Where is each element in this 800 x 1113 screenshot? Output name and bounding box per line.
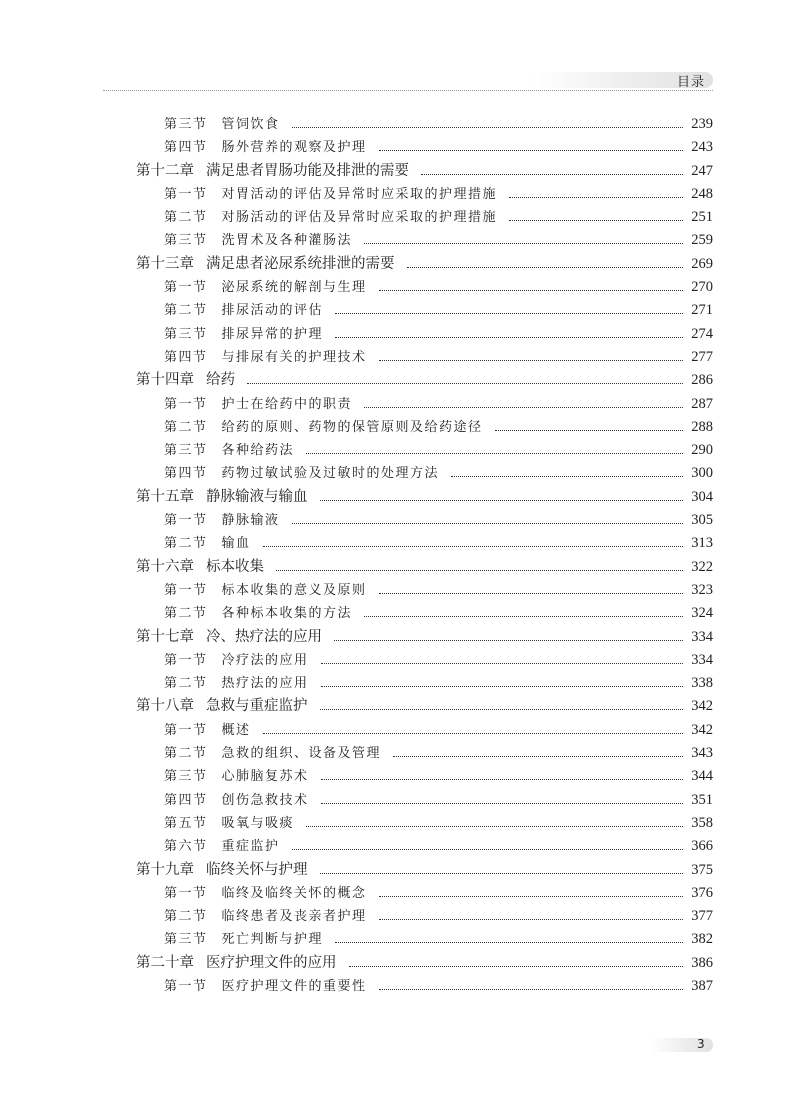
toc-section-entry[interactable] (136, 813, 713, 836)
table-of-contents (136, 114, 713, 999)
toc-section-entry[interactable] (136, 114, 713, 137)
dot-leader (379, 896, 684, 897)
dot-leader (320, 873, 684, 874)
entry-page: 387 (691, 977, 713, 994)
toc-section-entry[interactable] (136, 277, 713, 300)
entry-page: 323 (691, 581, 713, 598)
dot-leader (509, 197, 683, 198)
dot-leader (379, 360, 684, 361)
entry-number: 第二节 (164, 303, 208, 319)
entry-title: 泌尿系统的解剖与生理 (221, 280, 367, 296)
toc-section-entry[interactable] (136, 836, 713, 859)
dot-leader (321, 686, 684, 687)
entry-title: 给药的原则、药物的保管原则及给药途径 (221, 419, 483, 435)
dot-leader (349, 966, 684, 967)
entry-number: 第二节 (164, 746, 208, 762)
entry-title: 静脉输液与输血 (206, 488, 308, 505)
entry-page: 344 (691, 768, 713, 785)
toc-section-entry[interactable] (136, 650, 713, 673)
toc-section-entry[interactable] (136, 976, 713, 999)
dot-leader (364, 243, 683, 244)
entry-page: 271 (691, 302, 713, 319)
entry-number: 第二十章 (136, 954, 194, 971)
toc-chapter-entry[interactable] (136, 370, 713, 393)
entry-page: 239 (691, 116, 713, 132)
entry-title: 医疗护理文件的应用 (206, 954, 337, 971)
entry-page: 377 (691, 908, 713, 925)
dot-leader (321, 663, 684, 664)
entry-number: 第四节 (164, 140, 208, 156)
toc-section-entry[interactable] (136, 394, 713, 417)
entry-title: 冷疗法的应用 (221, 652, 309, 668)
toc-chapter-entry[interactable] (136, 627, 713, 650)
entry-title: 心肺脑复苏术 (221, 769, 309, 785)
entry-page: 251 (691, 209, 713, 226)
toc-section-entry[interactable] (136, 510, 713, 533)
entry-number: 第四节 (164, 349, 208, 365)
dot-leader (335, 313, 683, 314)
entry-title: 临终患者及丧亲者护理 (221, 909, 367, 925)
toc-section-entry[interactable] (136, 673, 713, 696)
entry-title: 护士在给药中的职责 (221, 396, 353, 412)
toc-section-entry[interactable] (136, 440, 713, 463)
toc-chapter-entry[interactable] (136, 860, 713, 883)
entry-number: 第三节 (164, 233, 208, 249)
toc-chapter-entry[interactable] (136, 696, 713, 719)
entry-number: 第十三章 (136, 255, 194, 272)
entry-number: 第三节 (164, 443, 208, 459)
entry-page: 290 (691, 442, 713, 459)
toc-section-entry[interactable] (136, 137, 713, 160)
toc-chapter-entry[interactable] (136, 254, 713, 277)
dot-leader (306, 453, 683, 454)
entry-title: 急救的组织、设备及管理 (221, 746, 382, 762)
entry-title: 排尿异常的护理 (221, 326, 324, 342)
entry-title: 急救与重症监护 (206, 698, 308, 715)
toc-section-entry[interactable] (136, 300, 713, 323)
entry-title: 排尿活动的评估 (221, 303, 324, 319)
entry-number: 第一节 (164, 186, 208, 202)
entry-page: 277 (691, 348, 713, 365)
header-dotted-rule (103, 90, 713, 91)
entry-number: 第一节 (164, 582, 208, 598)
entry-number: 第十九章 (136, 861, 194, 878)
entry-page: 342 (691, 698, 713, 715)
entry-number: 第二节 (164, 419, 208, 435)
entry-page: 300 (691, 465, 713, 482)
dot-leader (379, 593, 684, 594)
entry-title: 吸氧与吸痰 (221, 815, 295, 831)
toc-section-entry[interactable] (136, 184, 713, 207)
entry-number: 第二节 (164, 606, 208, 622)
entry-number: 第一节 (164, 396, 208, 412)
entry-title: 死亡判断与护理 (221, 932, 324, 948)
toc-section-entry[interactable] (136, 906, 713, 929)
entry-title: 医疗护理文件的重要性 (221, 978, 367, 994)
dot-leader (509, 220, 683, 221)
page-header-title: 目录 (676, 75, 705, 90)
entry-title: 热疗法的应用 (221, 676, 309, 692)
entry-title: 对肠活动的评估及异常时应采取的护理措施 (221, 210, 498, 226)
dot-leader (320, 709, 684, 710)
entry-page: 351 (691, 791, 713, 808)
entry-title: 给药 (206, 372, 235, 389)
entry-number: 第一节 (164, 885, 208, 901)
toc-section-entry[interactable] (136, 580, 713, 603)
dot-leader (292, 849, 684, 850)
entry-page: 269 (691, 255, 713, 272)
entry-number: 第二节 (164, 536, 208, 552)
entry-title: 管饲饮食 (221, 117, 280, 132)
entry-number: 第二节 (164, 676, 208, 692)
toc-section-entry[interactable] (136, 766, 713, 789)
entry-page: 313 (691, 535, 713, 552)
dot-leader (495, 430, 684, 431)
toc-chapter-entry[interactable] (136, 487, 713, 510)
dot-leader (306, 826, 683, 827)
toc-chapter-entry[interactable] (136, 557, 713, 580)
dot-leader (379, 989, 684, 990)
entry-page: 358 (691, 814, 713, 831)
toc-section-entry[interactable] (136, 417, 713, 440)
dot-leader (335, 942, 683, 943)
entry-page: 343 (691, 745, 713, 762)
entry-title: 概述 (221, 722, 251, 738)
entry-title: 肠外营养的观察及护理 (221, 140, 367, 156)
entry-title: 重症监护 (221, 839, 280, 855)
entry-title: 满足患者泌尿系统排泄的需要 (206, 255, 395, 272)
dot-leader (321, 779, 684, 780)
dot-leader (263, 733, 684, 734)
entry-page: 376 (691, 884, 713, 901)
entry-page: 248 (691, 185, 713, 202)
toc-section-entry[interactable] (136, 324, 713, 347)
entry-page: 334 (691, 651, 713, 668)
dot-leader (292, 127, 684, 128)
toc-section-entry[interactable] (136, 929, 713, 952)
entry-page: 342 (691, 721, 713, 738)
entry-page: 259 (691, 232, 713, 249)
entry-page: 286 (691, 372, 713, 389)
dot-leader (335, 337, 683, 338)
page-number: 3 (697, 1037, 705, 1051)
entry-page: 382 (691, 931, 713, 948)
dot-leader (320, 500, 684, 501)
toc-section-entry[interactable] (136, 883, 713, 906)
toc-section-entry[interactable] (136, 720, 713, 743)
entry-number: 第十六章 (136, 558, 194, 575)
entry-page: 338 (691, 675, 713, 692)
entry-page: 324 (691, 605, 713, 622)
entry-number: 第三节 (164, 769, 208, 785)
dot-leader (393, 756, 683, 757)
entry-title: 洗胃术及各种灌肠法 (221, 233, 353, 249)
entry-title: 标本收集的意义及原则 (221, 582, 367, 598)
entry-number: 第二节 (164, 210, 208, 226)
entry-page: 334 (691, 628, 713, 645)
toc-section-entry[interactable] (136, 533, 713, 556)
toc-section-entry[interactable] (136, 207, 713, 230)
entry-page: 287 (691, 395, 713, 412)
entry-number: 第十四章 (136, 372, 194, 389)
entry-number: 第六节 (164, 839, 208, 855)
dot-leader (379, 290, 684, 291)
dot-leader (364, 616, 683, 617)
entry-title: 满足患者胃肠功能及排泄的需要 (206, 162, 409, 179)
entry-page: 366 (691, 838, 713, 855)
entry-number: 第十八章 (136, 698, 194, 715)
dot-leader (247, 383, 683, 384)
entry-number: 第十五章 (136, 488, 194, 505)
entry-page: 270 (691, 279, 713, 296)
toc-section-entry[interactable] (136, 790, 713, 813)
entry-title: 临终关怀与护理 (206, 861, 308, 878)
entry-page: 386 (691, 954, 713, 971)
entry-title: 输血 (221, 536, 251, 552)
toc-chapter-entry[interactable] (136, 161, 713, 184)
toc-section-entry[interactable] (136, 347, 713, 370)
dot-leader (364, 407, 683, 408)
entry-page: 247 (691, 162, 713, 179)
toc-chapter-entry[interactable] (136, 953, 713, 976)
entry-number: 第一节 (164, 978, 208, 994)
entry-page: 375 (691, 861, 713, 878)
entry-title: 各种标本收集的方法 (221, 606, 353, 622)
entry-page: 322 (691, 558, 713, 575)
entry-title: 对胃活动的评估及异常时应采取的护理措施 (221, 186, 498, 202)
entry-number: 第三节 (164, 326, 208, 342)
dot-leader (334, 640, 683, 641)
entry-title: 各种给药法 (221, 443, 295, 459)
entry-number: 第一节 (164, 722, 208, 738)
entry-number: 第三节 (164, 932, 208, 948)
entry-title: 静脉输液 (221, 513, 280, 529)
entry-page: 243 (691, 139, 713, 156)
entry-number: 第四节 (164, 466, 208, 482)
dot-leader (407, 267, 684, 268)
dot-leader (379, 919, 684, 920)
toc-section-entry[interactable] (136, 743, 713, 766)
entry-number: 第四节 (164, 792, 208, 808)
entry-title: 临终及临终关怀的概念 (221, 885, 367, 901)
dot-leader (321, 803, 684, 804)
entry-number: 第五节 (164, 815, 208, 831)
entry-title: 创伤急救技术 (221, 792, 309, 808)
entry-number: 第二节 (164, 909, 208, 925)
entry-number: 第十二章 (136, 162, 194, 179)
dot-leader (276, 570, 683, 571)
entry-page: 288 (691, 418, 713, 435)
dot-leader (379, 150, 684, 151)
entry-number: 第一节 (164, 652, 208, 668)
dot-leader (421, 174, 683, 175)
entry-page: 274 (691, 325, 713, 342)
toc-section-entry[interactable] (136, 230, 713, 253)
dot-leader (451, 476, 683, 477)
entry-title: 冷、热疗法的应用 (206, 628, 322, 645)
entry-number: 第一节 (164, 280, 208, 296)
entry-number: 第一节 (164, 513, 208, 529)
toc-section-entry[interactable] (136, 603, 713, 626)
entry-number: 第十七章 (136, 628, 194, 645)
toc-section-entry[interactable] (136, 463, 713, 486)
entry-title: 标本收集 (206, 558, 264, 575)
entry-page: 304 (691, 488, 713, 505)
dot-leader (263, 546, 684, 547)
entry-number: 第三节 (164, 117, 208, 132)
entry-title: 药物过敏试验及过敏时的处理方法 (221, 466, 440, 482)
entry-title: 与排尿有关的护理技术 (221, 349, 367, 365)
entry-page: 305 (691, 512, 713, 529)
dot-leader (292, 523, 684, 524)
